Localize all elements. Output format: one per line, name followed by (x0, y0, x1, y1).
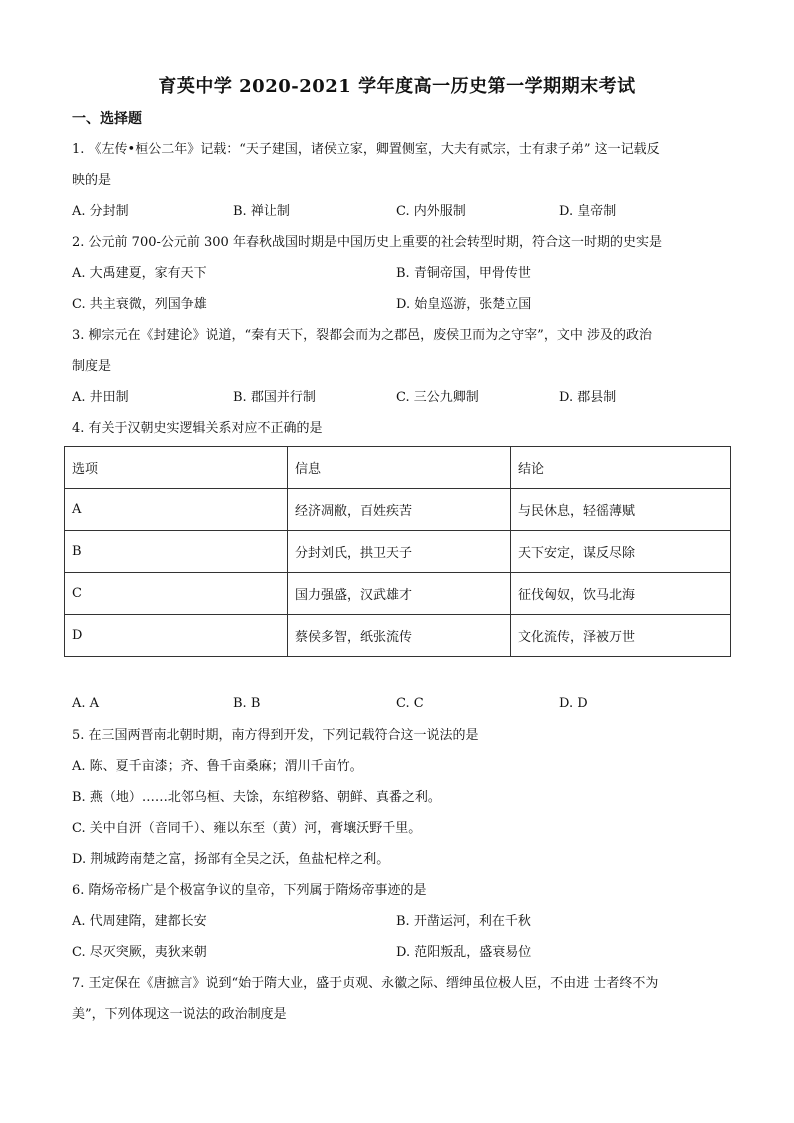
question-5-text: 5. 在三国两晋南北朝时期，南方得到开发，下列记载符合这一说法的是 (72, 728, 479, 743)
q2-option-c: C. 共主衰微，列国争雄 (72, 297, 207, 312)
table-row (65, 531, 731, 573)
q3-option-a: A. 井田制 (72, 390, 129, 405)
q5-option-c: C. 关中自汧（音同千）、雍以东至（黄）河，膏壤沃野千里。 (72, 821, 422, 836)
table-cell: C (65, 573, 288, 615)
q6-option-b: B. 开凿运河，利在千秋 (396, 914, 531, 929)
table-header-cell: 结论 (511, 447, 731, 489)
q3-option-b: B. 郡国并行制 (233, 390, 316, 405)
q6-option-a: A. 代周建隋，建都长安 (72, 914, 207, 929)
q2-option-d: D. 始皇巡游，张楚立国 (396, 297, 532, 312)
q5-option-d: D. 荆城跨南楚之富，扬部有全吴之沃，鱼盐杞梓之利。 (72, 852, 390, 867)
q2-option-b: B. 青铜帝国，甲骨传世 (396, 266, 531, 281)
table-header-row (65, 447, 731, 489)
question-7-text-cont: 美”，下列体现这一说法的政治制度是 (72, 1007, 287, 1022)
q3-option-c: C. 三公九卿制 (396, 390, 479, 405)
table-cell: B (65, 531, 288, 573)
table-header-cell: 信息 (288, 447, 511, 489)
q1-option-a: A. 分封制 (72, 204, 129, 219)
q4-option-c: C. C (396, 696, 424, 711)
question-1-text: 1. 《左传•桓公二年》记载：“天子建国，诸侯立家，卿置侧室，大夫有贰宗，士有隶子弟” 这一记载反 (72, 142, 660, 157)
exam-title: 育英中学 2020-2021 学年度高一历史第一学期期末考试 (158, 76, 636, 97)
q5-option-a: A. 陈、夏千亩漆；齐、鲁千亩桑麻；渭川千亩竹。 (72, 759, 363, 774)
section-heading: 一、选择题 (72, 111, 142, 127)
q5-option-b: B. 燕（地）……北邻乌桓、夫馀，东绾秽貉、朝鲜、真番之利。 (72, 790, 441, 805)
question-6-text: 6. 隋炀帝杨广是个极富争议的皇帝，下列属于隋炀帝事迹的是 (72, 883, 427, 898)
table-row (65, 489, 731, 531)
question-1-text-cont: 映的是 (72, 173, 112, 188)
question-3-text: 3. 柳宗元在《封建论》说道，“秦有天下，裂都会而为之郡邑，废侯卫而为之守宰”，文中 涉及的政治 (72, 328, 652, 343)
q4-option-d: D. D (559, 696, 588, 711)
q2-option-a: A. 大禹建夏，家有天下 (72, 266, 207, 281)
table-cell: 征伐匈奴，饮马北海 (511, 573, 731, 615)
table-cell: D (65, 615, 288, 657)
q4-table (64, 446, 731, 657)
q1-option-c: C. 内外服制 (396, 204, 466, 219)
table-header-cell: 选项 (65, 447, 288, 489)
table-cell: 天下安定，谋反尽除 (511, 531, 731, 573)
table-cell: 经济凋敝，百姓疾苦 (288, 489, 511, 531)
table-cell: 国力强盛，汉武雄才 (288, 573, 511, 615)
table-cell: 与民休息，轻徭薄赋 (511, 489, 731, 531)
table-cell: A (65, 489, 288, 531)
table-row (65, 573, 731, 615)
q1-option-b: B. 禅让制 (233, 204, 290, 219)
q3-option-d: D. 郡县制 (559, 390, 617, 405)
table-cell: 文化流传，泽被万世 (511, 615, 731, 657)
question-2-text: 2. 公元前 700-公元前 300 年春秋战国时期是中国历史上重要的社会转型时期，符合这一时期的史实是 (72, 235, 662, 250)
table-row (65, 615, 731, 657)
table-cell: 分封刘氏，拱卫天子 (288, 531, 511, 573)
question-3-text-cont: 制度是 (72, 359, 112, 374)
q4-option-a: A. A (72, 696, 100, 711)
q6-option-d: D. 范阳叛乱，盛衰易位 (396, 945, 532, 960)
q1-option-d: D. 皇帝制 (559, 204, 617, 219)
question-7-text: 7. 王定保在《唐摭言》说到“始于隋大业，盛于贞观、永徽之际、缙绅虽位极人臣，不由进 士者终不为 (72, 976, 659, 991)
q4-option-b: B. B (233, 696, 261, 711)
q6-option-c: C. 尽灭突厥，夷狄来朝 (72, 945, 207, 960)
table-cell: 蔡侯多智，纸张流传 (288, 615, 511, 657)
question-4-text: 4. 有关于汉朝史实逻辑关系对应不正确的是 (72, 421, 323, 436)
